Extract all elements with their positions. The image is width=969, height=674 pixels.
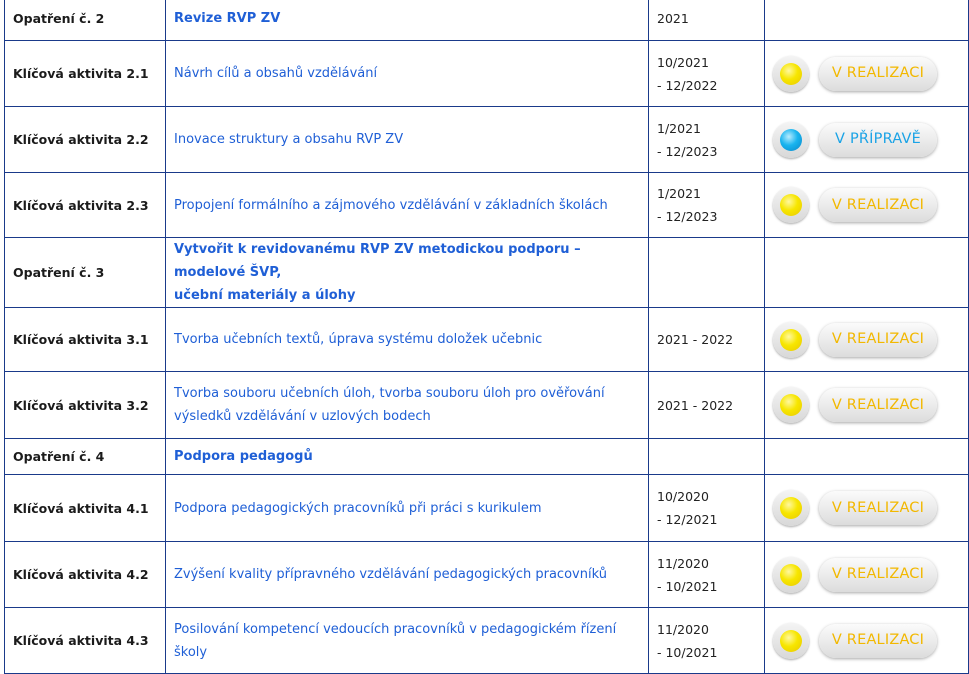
table-row xyxy=(5,173,969,238)
row-label: Klíčová aktivita 3.2 xyxy=(5,372,166,439)
status-cell xyxy=(765,308,969,372)
period-line: - 12/2021 xyxy=(657,512,718,527)
status-cell xyxy=(765,238,969,308)
period-cell xyxy=(649,475,765,542)
table-row xyxy=(5,475,969,542)
period-line: - 12/2022 xyxy=(657,77,718,93)
period-line: - 10/2021 xyxy=(657,578,718,594)
table-row xyxy=(5,372,969,439)
status-cell xyxy=(765,475,969,542)
status-dot-icon xyxy=(780,194,802,216)
activity-title-line[interactable]: Vytvořit k revidovanému RVP ZV metodickou podporu – modelové ŠVP, xyxy=(174,242,581,280)
period-line: 10/2021 xyxy=(657,54,709,70)
period-line: - 12/2023 xyxy=(657,209,718,224)
status-cell xyxy=(765,107,969,173)
period-cell xyxy=(649,372,765,439)
table-row xyxy=(5,238,969,308)
status-cell xyxy=(765,372,969,439)
table-row xyxy=(5,41,969,107)
status-dot-icon xyxy=(780,630,802,652)
table-row xyxy=(5,308,969,372)
status-dot-icon xyxy=(780,564,802,586)
status-light-icon xyxy=(773,557,809,593)
status-badge: V REALIZACI xyxy=(819,388,937,422)
table-row xyxy=(5,0,969,41)
status-cell xyxy=(765,173,969,238)
activity-title[interactable] xyxy=(166,173,649,238)
activity-title-line[interactable]: školy xyxy=(174,644,208,660)
row-label: Opatření č. 3 xyxy=(5,238,166,308)
activity-title-line[interactable]: Návrh cílů a obsahů vzdělávání xyxy=(174,66,378,81)
status-light-icon xyxy=(773,187,809,223)
status-badge: V REALIZACI xyxy=(819,491,937,525)
table-row xyxy=(5,107,969,173)
activity-title-line[interactable]: Tvorba učebních textů, úprava systému doložek učebnic xyxy=(174,332,543,347)
activity-title[interactable] xyxy=(166,107,649,173)
status-badge: V PŘÍPRAVĚ xyxy=(819,123,937,157)
status-dot-icon xyxy=(780,63,802,85)
status-badge: V REALIZACI xyxy=(819,624,937,658)
status-badge: V REALIZACI xyxy=(819,558,937,592)
period-line: 1/2021 xyxy=(657,120,701,136)
status-indicator xyxy=(773,322,960,358)
activity-table-body xyxy=(5,0,969,674)
period-cell xyxy=(649,439,765,475)
status-cell xyxy=(765,542,969,608)
table-row xyxy=(5,608,969,674)
period-cell xyxy=(649,542,765,608)
row-label: Klíčová aktivita 2.3 xyxy=(5,173,166,238)
status-light-icon xyxy=(773,56,809,92)
status-light-icon xyxy=(773,387,809,423)
status-light-icon xyxy=(773,490,809,526)
activity-title[interactable] xyxy=(166,475,649,542)
table-row xyxy=(5,439,969,475)
period-line: 11/2020 xyxy=(657,555,709,571)
status-cell xyxy=(765,41,969,107)
status-indicator xyxy=(773,490,960,526)
status-indicator xyxy=(773,122,960,158)
status-light-icon xyxy=(773,122,809,158)
activity-table-container xyxy=(4,0,925,674)
period-cell xyxy=(649,608,765,674)
status-dot-icon xyxy=(780,394,802,416)
status-indicator xyxy=(773,623,960,659)
row-label: Klíčová aktivita 4.3 xyxy=(5,608,166,674)
status-indicator xyxy=(773,387,960,423)
activity-title-line[interactable]: Zvýšení kvality přípravného vzdělávání pedagogických pracovníků xyxy=(174,567,607,582)
activity-title[interactable] xyxy=(166,238,649,308)
status-indicator xyxy=(773,187,960,223)
row-label: Klíčová aktivita 4.1 xyxy=(5,475,166,542)
activity-title[interactable] xyxy=(166,308,649,372)
period-cell xyxy=(649,107,765,173)
period-cell xyxy=(649,308,765,372)
activity-title[interactable] xyxy=(166,542,649,608)
activity-title-line[interactable]: Podpora pedagogů xyxy=(174,449,313,464)
period-cell xyxy=(649,173,765,238)
period-cell xyxy=(649,41,765,107)
activity-title[interactable] xyxy=(166,439,649,475)
row-label: Klíčová aktivita 2.1 xyxy=(5,41,166,107)
activity-title[interactable] xyxy=(166,608,649,674)
period-cell xyxy=(649,238,765,308)
status-dot-icon xyxy=(780,497,802,519)
status-cell xyxy=(765,0,969,41)
status-cell xyxy=(765,439,969,475)
period-line: 2021 - 2022 xyxy=(657,397,734,413)
row-label: Klíčová aktivita 4.2 xyxy=(5,542,166,608)
status-indicator xyxy=(773,56,960,92)
period-cell xyxy=(649,0,765,41)
period-line: 1/2021 xyxy=(657,186,701,201)
activity-title-line[interactable]: Revize RVP ZV xyxy=(174,10,281,26)
status-badge: V REALIZACI xyxy=(819,188,937,222)
activity-title[interactable] xyxy=(166,41,649,107)
row-label: Opatření č. 2 xyxy=(5,0,166,41)
activity-title-line[interactable]: učební materiály a úlohy xyxy=(174,288,356,303)
status-indicator xyxy=(773,557,960,593)
row-label: Klíčová aktivita 3.1 xyxy=(5,308,166,372)
period-line: 2021 - 2022 xyxy=(657,332,734,347)
status-light-icon xyxy=(773,322,809,358)
period-line: 10/2020 xyxy=(657,489,709,504)
row-label: Klíčová aktivita 2.2 xyxy=(5,107,166,173)
activity-title-line[interactable]: Posilování kompetencí vedoucích pracovníků v pedagogickém řízení xyxy=(174,621,617,637)
table-row xyxy=(5,542,969,608)
activity-title-line[interactable]: Tvorba souboru učebních úloh, tvorba souboru úloh pro ověřování xyxy=(174,386,605,401)
activity-title[interactable] xyxy=(166,372,649,439)
status-dot-icon xyxy=(780,129,802,151)
activity-title-line[interactable]: Propojení formálního a zájmového vzdělávání v základních školách xyxy=(174,197,608,213)
status-light-icon xyxy=(773,623,809,659)
status-cell xyxy=(765,608,969,674)
activity-title-line[interactable]: výsledků vzdělávání v uzlových bodech xyxy=(174,409,431,424)
status-dot-icon xyxy=(780,329,802,351)
period-line: 2021 xyxy=(657,10,689,26)
period-line: - 10/2021 xyxy=(657,644,718,660)
status-badge: V REALIZACI xyxy=(819,323,937,357)
status-badge: V REALIZACI xyxy=(819,57,937,91)
row-label: Opatření č. 4 xyxy=(5,439,166,475)
activity-title-line[interactable]: Inovace struktury a obsahu RVP ZV xyxy=(174,132,404,147)
period-line: 11/2020 xyxy=(657,621,709,637)
activity-title[interactable] xyxy=(166,0,649,41)
activity-title-line[interactable]: Podpora pedagogických pracovníků při práci s kurikulem xyxy=(174,500,542,516)
activity-table xyxy=(4,0,969,674)
period-line: - 12/2023 xyxy=(657,143,718,159)
